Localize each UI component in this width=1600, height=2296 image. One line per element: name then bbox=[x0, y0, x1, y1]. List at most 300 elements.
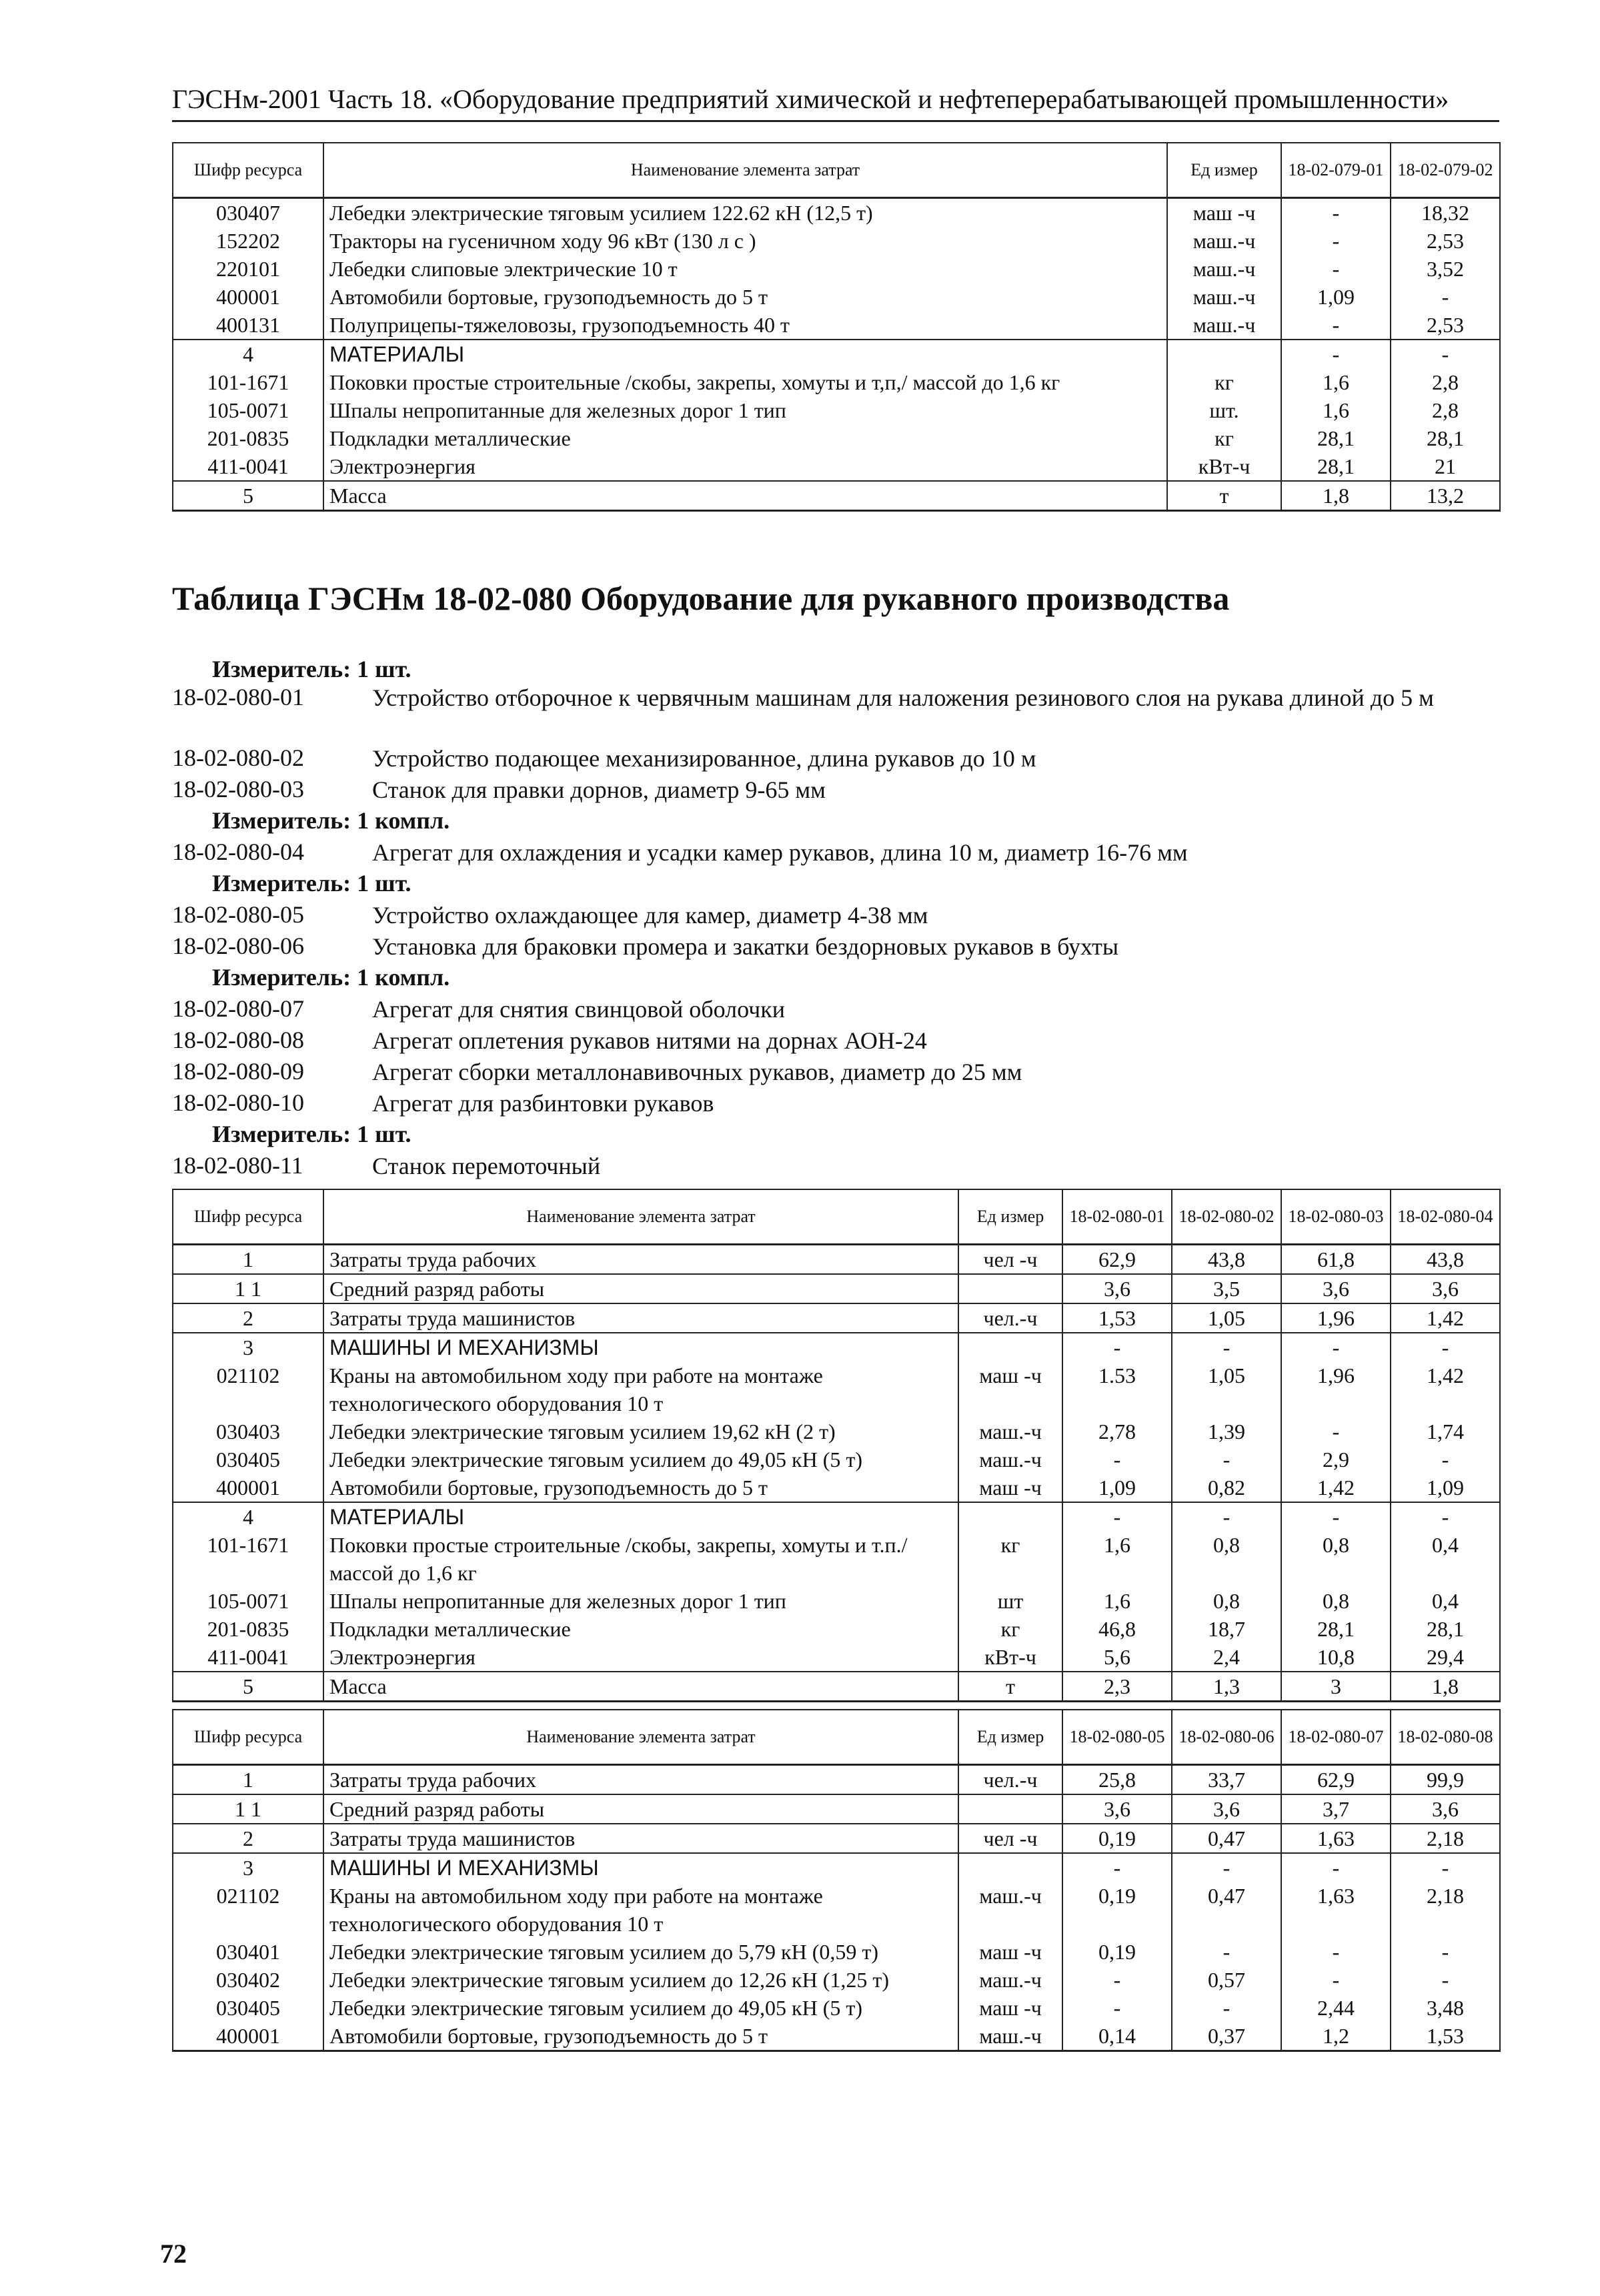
table-row bbox=[173, 311, 1500, 340]
unit-cell: маш -ч bbox=[1167, 198, 1281, 227]
resource-name-cell: Затраты труда рабочих bbox=[323, 1245, 958, 1275]
value-cell: - bbox=[1172, 1853, 1281, 1882]
norm-code: 18-02-080-08 bbox=[172, 1027, 304, 1053]
value-cell: 2,8 bbox=[1391, 396, 1500, 424]
value-cell: 5,6 bbox=[1062, 1643, 1172, 1672]
norm-item bbox=[172, 1151, 601, 1179]
value-cell: 1,09 bbox=[1391, 1474, 1500, 1502]
value-cell: 0,19 bbox=[1062, 1882, 1172, 1938]
value-cell: 1,63 bbox=[1281, 1824, 1391, 1853]
value-cell: 1,09 bbox=[1062, 1474, 1172, 1502]
table-row bbox=[173, 396, 1500, 424]
norm-text: Устройство отборочное к червячным машинам для наложения резинового слоя на рукава длиной до 5 м bbox=[372, 684, 1434, 711]
unit-cell: чел.-ч bbox=[958, 1303, 1062, 1333]
resource-name-cell: Автомобили бортовые, грузоподъемность до 5 т bbox=[323, 1474, 958, 1502]
table-row bbox=[173, 452, 1500, 481]
value-cell: - bbox=[1281, 1853, 1391, 1882]
column-header: 18-02-080-02 bbox=[1172, 1189, 1281, 1245]
value-cell: 29,4 bbox=[1391, 1643, 1500, 1672]
value-cell: 18,32 bbox=[1391, 198, 1500, 227]
value-cell: 2,3 bbox=[1062, 1672, 1172, 1702]
column-header: Наименование элемента затрат bbox=[323, 1189, 958, 1245]
unit-cell bbox=[958, 1502, 1062, 1531]
norm-code: 18-02-080-09 bbox=[172, 1058, 304, 1085]
resource-code-cell: 2 bbox=[173, 1303, 323, 1333]
resource-name-cell: Шпалы непропитанные для железных дорог 1 тип bbox=[323, 396, 1167, 424]
table-row bbox=[173, 368, 1500, 396]
unit-cell: шт. bbox=[1167, 396, 1281, 424]
unit-cell: чел -ч bbox=[958, 1824, 1062, 1853]
value-cell: 1,42 bbox=[1391, 1361, 1500, 1417]
value-cell: 2,8 bbox=[1391, 368, 1500, 396]
resource-name-cell: Масса bbox=[323, 481, 1167, 511]
unit-cell: маш.-ч bbox=[1167, 311, 1281, 340]
value-cell: 3,5 bbox=[1172, 1274, 1281, 1303]
norm-item bbox=[172, 744, 1036, 772]
unit-cell: кг bbox=[958, 1615, 1062, 1643]
value-cell: 1,09 bbox=[1281, 283, 1391, 311]
value-cell: 28,1 bbox=[1391, 1615, 1500, 1643]
value-cell: - bbox=[1391, 1446, 1500, 1474]
value-cell: 1.53 bbox=[1062, 1361, 1172, 1417]
value-cell: 1,6 bbox=[1062, 1587, 1172, 1615]
value-cell: 0,82 bbox=[1172, 1474, 1281, 1502]
value-cell: 28,1 bbox=[1281, 452, 1391, 481]
resource-name-cell: Автомобили бортовые, грузоподъемность до 5 т bbox=[323, 2022, 958, 2051]
resource-code-cell: 1 bbox=[173, 1245, 323, 1275]
value-cell: 28,1 bbox=[1281, 1615, 1391, 1643]
value-cell: - bbox=[1281, 311, 1391, 340]
table-row bbox=[173, 1824, 1500, 1853]
resource-code-cell: 030405 bbox=[173, 1446, 323, 1474]
value-cell: 28,1 bbox=[1281, 424, 1391, 452]
resource-code-cell: 101-1671 bbox=[173, 368, 323, 396]
resource-code-cell: 030401 bbox=[173, 1938, 323, 1966]
table-row bbox=[173, 283, 1500, 311]
column-header: Ед измер bbox=[958, 1710, 1062, 1765]
value-cell: 13,2 bbox=[1391, 481, 1500, 511]
value-cell: 1,6 bbox=[1281, 368, 1391, 396]
measure-label: Измеритель: 1 компл. bbox=[212, 964, 450, 991]
resource-name-cell: Затраты труда машинистов bbox=[323, 1303, 958, 1333]
value-cell: - bbox=[1391, 1853, 1500, 1882]
norm-text: Устройство охлаждающее для камер, диаметр 4-38 мм bbox=[372, 902, 928, 929]
resource-name-cell: Электроэнергия bbox=[323, 1643, 958, 1672]
resource-code-cell: 030403 bbox=[173, 1417, 323, 1446]
resource-code-cell: 5 bbox=[173, 481, 323, 511]
norm-code: 18-02-080-07 bbox=[172, 995, 304, 1022]
value-cell: 1,8 bbox=[1281, 481, 1391, 511]
resource-code-cell: 400001 bbox=[173, 283, 323, 311]
value-cell: 43,8 bbox=[1172, 1245, 1281, 1275]
value-cell: - bbox=[1062, 1966, 1172, 1994]
value-cell: - bbox=[1281, 1966, 1391, 1994]
value-cell: 0,4 bbox=[1391, 1531, 1500, 1587]
value-cell: 1,53 bbox=[1391, 2022, 1500, 2051]
measure-label: Измеритель: 1 шт. bbox=[212, 656, 412, 682]
value-cell: - bbox=[1391, 283, 1500, 311]
value-cell: 1,53 bbox=[1062, 1303, 1172, 1333]
value-cell: 1,96 bbox=[1281, 1361, 1391, 1417]
value-cell: 3,52 bbox=[1391, 255, 1500, 283]
unit-cell: маш.-ч bbox=[1167, 227, 1281, 255]
norm-text: Агрегат сборки металлонавивочных рукавов, диаметр до 25 мм bbox=[372, 1059, 1022, 1085]
value-cell: 3,6 bbox=[1062, 1794, 1172, 1824]
table-row bbox=[173, 1672, 1500, 1702]
unit-cell: маш -ч bbox=[958, 1361, 1062, 1417]
table-row bbox=[173, 1361, 1500, 1417]
resource-code-cell: 1 1 bbox=[173, 1274, 323, 1303]
value-cell: - bbox=[1172, 1994, 1281, 2022]
table-row bbox=[173, 198, 1500, 227]
table-row bbox=[173, 1882, 1500, 1938]
column-header: Наименование элемента затрат bbox=[323, 1710, 958, 1765]
column-header: Ед измер bbox=[958, 1189, 1062, 1245]
resource-code-cell: 411-0041 bbox=[173, 1643, 323, 1672]
value-cell: 1,42 bbox=[1281, 1474, 1391, 1502]
resource-table-080-05-08 bbox=[172, 1709, 1501, 2052]
value-cell: 33,7 bbox=[1172, 1765, 1281, 1795]
table-row bbox=[173, 2022, 1500, 2051]
table-row bbox=[173, 1474, 1500, 1502]
value-cell: 0,8 bbox=[1172, 1587, 1281, 1615]
value-cell: 2,78 bbox=[1062, 1417, 1172, 1446]
table-row bbox=[173, 1587, 1500, 1615]
resource-code-cell: 105-0071 bbox=[173, 1587, 323, 1615]
table-row bbox=[173, 1531, 1500, 1587]
running-header: ГЭСНм-2001 Часть 18. «Оборудование предприятий химической и нефтеперерабатывающей промышленности» bbox=[172, 84, 1449, 114]
norm-code: 18-02-080-06 bbox=[172, 933, 304, 959]
unit-cell: кг bbox=[1167, 368, 1281, 396]
resource-name-cell: Лебедки электрические тяговым усилием 19,62 кН (2 т) bbox=[323, 1417, 958, 1446]
value-cell: 2,9 bbox=[1281, 1446, 1391, 1474]
norm-item bbox=[172, 901, 928, 929]
resource-table-079 bbox=[172, 142, 1501, 512]
value-cell: 1,63 bbox=[1281, 1882, 1391, 1938]
column-header: Шифр ресурса bbox=[173, 1189, 323, 1245]
value-cell: 3,6 bbox=[1391, 1274, 1500, 1303]
measure-label: Измеритель: 1 шт. bbox=[212, 870, 412, 897]
value-cell: 3 bbox=[1281, 1672, 1391, 1702]
value-cell: - bbox=[1172, 1502, 1281, 1531]
table-row bbox=[173, 1938, 1500, 1966]
unit-cell: маш.-ч bbox=[1167, 255, 1281, 283]
resource-code-cell: 1 1 bbox=[173, 1794, 323, 1824]
value-cell: 3,48 bbox=[1391, 1994, 1500, 2022]
resource-name-cell: Масса bbox=[323, 1672, 958, 1702]
value-cell: 3,6 bbox=[1172, 1794, 1281, 1824]
value-cell: - bbox=[1172, 1938, 1281, 1966]
measure-label: Измеритель: 1 компл. bbox=[212, 807, 450, 834]
unit-cell: маш.-ч bbox=[1167, 283, 1281, 311]
resource-code-cell: 220101 bbox=[173, 255, 323, 283]
value-cell: 0,19 bbox=[1062, 1938, 1172, 1966]
norm-code: 18-02-080-01 bbox=[172, 684, 304, 710]
resource-code-cell: 411-0041 bbox=[173, 452, 323, 481]
table-row bbox=[173, 1853, 1500, 1882]
value-cell: 1,05 bbox=[1172, 1361, 1281, 1417]
norm-item bbox=[172, 1057, 1022, 1085]
norm-code: 18-02-080-10 bbox=[172, 1089, 304, 1116]
value-cell: - bbox=[1281, 1417, 1391, 1446]
value-cell: 1,05 bbox=[1172, 1303, 1281, 1333]
norm-text: Станок перемоточный bbox=[372, 1153, 601, 1179]
resource-name-cell: Поковки простые строительные /скобы, закрепы, хомуты и т.п./ массой до 1,6 кг bbox=[323, 1531, 958, 1587]
section-heading-cell: МАШИНЫ И МЕХАНИЗМЫ bbox=[323, 1333, 958, 1361]
unit-cell bbox=[958, 1794, 1062, 1824]
header-rule bbox=[172, 120, 1499, 122]
value-cell: 0,8 bbox=[1172, 1531, 1281, 1587]
value-cell: 1,96 bbox=[1281, 1303, 1391, 1333]
resource-name-cell: Краны на автомобильном ходу при работе на монтаже технологического оборудования 10 т bbox=[323, 1361, 958, 1417]
resource-name-cell: Поковки простые строительные /скобы, закрепы, хомуты и т,п,/ массой до 1,6 кг bbox=[323, 368, 1167, 396]
unit-cell: маш.-ч bbox=[958, 2022, 1062, 2051]
value-cell: - bbox=[1391, 1333, 1500, 1361]
value-cell: - bbox=[1062, 1994, 1172, 2022]
norm-text: Установка для браковки промера и закатки бездорновых рукавов в бухты bbox=[372, 933, 1119, 960]
value-cell: 28,1 bbox=[1391, 424, 1500, 452]
resource-code-cell: 400001 bbox=[173, 2022, 323, 2051]
value-cell: - bbox=[1062, 1446, 1172, 1474]
resource-name-cell: Средний разряд работы bbox=[323, 1794, 958, 1824]
resource-code-cell: 030407 bbox=[173, 198, 323, 227]
unit-cell: маш.-ч bbox=[958, 1882, 1062, 1938]
resource-code-cell: 2 bbox=[173, 1824, 323, 1853]
value-cell: 1,8 bbox=[1391, 1672, 1500, 1702]
column-header: Шифр ресурса bbox=[173, 1710, 323, 1765]
value-cell: - bbox=[1391, 1938, 1500, 1966]
value-cell: 10,8 bbox=[1281, 1643, 1391, 1672]
value-cell: - bbox=[1062, 1502, 1172, 1531]
resource-name-cell: Затраты труда машинистов bbox=[323, 1824, 958, 1853]
value-cell: - bbox=[1281, 1333, 1391, 1361]
norm-text: Агрегат для снятия свинцовой оболочки bbox=[372, 996, 786, 1023]
column-header: 18-02-080-08 bbox=[1391, 1710, 1500, 1765]
value-cell: 18,7 bbox=[1172, 1615, 1281, 1643]
value-cell: 1,2 bbox=[1281, 2022, 1391, 2051]
column-header: 18-02-079-01 bbox=[1281, 143, 1391, 198]
resource-name-cell: Лебедки электрические тяговым усилием до 12,26 кН (1,25 т) bbox=[323, 1966, 958, 1994]
unit-cell: т bbox=[1167, 481, 1281, 511]
value-cell: 43,8 bbox=[1391, 1245, 1500, 1275]
table-row bbox=[173, 1303, 1500, 1333]
value-cell: 25,8 bbox=[1062, 1765, 1172, 1795]
resource-name-cell: Тракторы на гусеничном ходу 96 кВт (130 л с ) bbox=[323, 227, 1167, 255]
section-heading-cell: МАТЕРИАЛЫ bbox=[323, 340, 1167, 368]
table-row bbox=[173, 1446, 1500, 1474]
column-header: 18-02-079-02 bbox=[1391, 143, 1500, 198]
section-heading-cell: МАШИНЫ И МЕХАНИЗМЫ bbox=[323, 1853, 958, 1882]
page-number: 72 bbox=[160, 2239, 187, 2269]
norm-item bbox=[172, 995, 786, 1023]
resource-code-cell: 030405 bbox=[173, 1994, 323, 2022]
table-row bbox=[173, 1794, 1500, 1824]
resource-name-cell: Электроэнергия bbox=[323, 452, 1167, 481]
resource-name-cell: Автомобили бортовые, грузоподъемность до 5 т bbox=[323, 283, 1167, 311]
unit-cell: маш -ч bbox=[958, 1474, 1062, 1502]
value-cell: 2,18 bbox=[1391, 1824, 1500, 1853]
value-cell: 3,6 bbox=[1062, 1274, 1172, 1303]
resource-name-cell: Подкладки металлические bbox=[323, 424, 1167, 452]
column-header: 18-02-080-03 bbox=[1281, 1189, 1391, 1245]
unit-cell: чел.-ч bbox=[958, 1765, 1062, 1795]
column-header: 18-02-080-05 bbox=[1062, 1710, 1172, 1765]
resource-table-080-01-04 bbox=[172, 1189, 1501, 1702]
norm-code: 18-02-080-03 bbox=[172, 776, 304, 802]
value-cell: 0,37 bbox=[1172, 2022, 1281, 2051]
table-row bbox=[173, 227, 1500, 255]
unit-cell bbox=[958, 1274, 1062, 1303]
unit-cell: шт bbox=[958, 1587, 1062, 1615]
resource-name-cell: Шпалы непропитанные для железных дорог 1 тип bbox=[323, 1587, 958, 1615]
value-cell: - bbox=[1172, 1446, 1281, 1474]
table-row bbox=[173, 1502, 1500, 1531]
norm-item bbox=[172, 683, 1434, 711]
resource-code-cell: 021102 bbox=[173, 1361, 323, 1417]
table-row bbox=[173, 481, 1500, 511]
value-cell: 99,9 bbox=[1391, 1765, 1500, 1795]
value-cell: 3,6 bbox=[1391, 1794, 1500, 1824]
norm-text: Агрегат оплетения рукавов нитями на дорнах АОН-24 bbox=[372, 1027, 927, 1054]
resource-name-cell: Лебедки электрические тяговым усилием до 49,05 кН (5 т) bbox=[323, 1446, 958, 1474]
table-row bbox=[173, 424, 1500, 452]
value-cell: - bbox=[1281, 340, 1391, 368]
value-cell: 2,53 bbox=[1391, 227, 1500, 255]
column-header: 18-02-080-04 bbox=[1391, 1189, 1500, 1245]
resource-code-cell: 030402 bbox=[173, 1966, 323, 1994]
table-row bbox=[173, 340, 1500, 368]
column-header: 18-02-080-06 bbox=[1172, 1710, 1281, 1765]
value-cell: - bbox=[1281, 227, 1391, 255]
unit-cell: чел -ч bbox=[958, 1245, 1062, 1275]
unit-cell: кг bbox=[1167, 424, 1281, 452]
column-header: Ед измер bbox=[1167, 143, 1281, 198]
value-cell: 3,7 bbox=[1281, 1794, 1391, 1824]
resource-code-cell: 021102 bbox=[173, 1882, 323, 1938]
value-cell: 0,19 bbox=[1062, 1824, 1172, 1853]
value-cell: 0,8 bbox=[1281, 1531, 1391, 1587]
value-cell: 1,6 bbox=[1281, 396, 1391, 424]
resource-name-cell: Средний разряд работы bbox=[323, 1274, 958, 1303]
column-header: 18-02-080-07 bbox=[1281, 1710, 1391, 1765]
unit-cell: т bbox=[958, 1672, 1062, 1702]
unit-cell: кг bbox=[958, 1531, 1062, 1587]
value-cell: 0,47 bbox=[1172, 1882, 1281, 1938]
value-cell: 1,3 bbox=[1172, 1672, 1281, 1702]
norm-text: Устройство подающее механизированное, длина рукавов до 10 м bbox=[372, 745, 1036, 772]
column-header: Шифр ресурса bbox=[173, 143, 323, 198]
value-cell: 1,42 bbox=[1391, 1303, 1500, 1333]
section-heading-cell: МАТЕРИАЛЫ bbox=[323, 1502, 958, 1531]
norm-text: Агрегат для охлаждения и усадки камер рукавов, длина 10 м, диаметр 16-76 мм bbox=[372, 839, 1188, 866]
norm-code: 18-02-080-02 bbox=[172, 744, 304, 771]
value-cell: 46,8 bbox=[1062, 1615, 1172, 1643]
resource-name-cell: Полуприцепы-тяжеловозы, грузоподъемность 40 т bbox=[323, 311, 1167, 340]
value-cell: - bbox=[1391, 340, 1500, 368]
norm-item bbox=[172, 838, 1188, 866]
value-cell: - bbox=[1391, 1966, 1500, 1994]
value-cell: 62,9 bbox=[1281, 1765, 1391, 1795]
value-cell: - bbox=[1062, 1333, 1172, 1361]
resource-code-cell: 1 bbox=[173, 1765, 323, 1795]
table-row bbox=[173, 1417, 1500, 1446]
value-cell: 0,57 bbox=[1172, 1966, 1281, 1994]
value-cell: 0,8 bbox=[1281, 1587, 1391, 1615]
resource-code-cell: 101-1671 bbox=[173, 1531, 323, 1587]
unit-cell bbox=[1167, 340, 1281, 368]
unit-cell: маш -ч bbox=[958, 1938, 1062, 1966]
table-row bbox=[173, 1245, 1500, 1275]
unit-cell: маш.-ч bbox=[958, 1417, 1062, 1446]
value-cell: 0,14 bbox=[1062, 2022, 1172, 2051]
unit-cell: маш.-ч bbox=[958, 1446, 1062, 1474]
measure-label: Измеритель: 1 шт. bbox=[212, 1121, 412, 1147]
value-cell: 1,39 bbox=[1172, 1417, 1281, 1446]
resource-name-cell: Лебедки электрические тяговым усилием до 5,79 кН (0,59 т) bbox=[323, 1938, 958, 1966]
column-header: 18-02-080-01 bbox=[1062, 1189, 1172, 1245]
value-cell: 2,53 bbox=[1391, 311, 1500, 340]
table-row bbox=[173, 1274, 1500, 1303]
table-row bbox=[173, 1994, 1500, 2022]
value-cell: 62,9 bbox=[1062, 1245, 1172, 1275]
value-cell: 21 bbox=[1391, 452, 1500, 481]
value-cell: - bbox=[1281, 1502, 1391, 1531]
resource-name-cell: Краны на автомобильном ходу при работе на монтаже технологического оборудования 10 т bbox=[323, 1882, 958, 1938]
unit-cell bbox=[958, 1333, 1062, 1361]
norm-text: Агрегат для разбинтовки рукавов bbox=[372, 1090, 714, 1117]
resource-code-cell: 3 bbox=[173, 1853, 323, 1882]
value-cell: 0,4 bbox=[1391, 1587, 1500, 1615]
resource-code-cell: 400001 bbox=[173, 1474, 323, 1502]
norm-item bbox=[172, 932, 1119, 960]
resource-code-cell: 201-0835 bbox=[173, 1615, 323, 1643]
table-row bbox=[173, 1333, 1500, 1361]
value-cell: 2,18 bbox=[1391, 1882, 1500, 1938]
resource-code-cell: 5 bbox=[173, 1672, 323, 1702]
norm-code: 18-02-080-04 bbox=[172, 838, 304, 865]
table-row bbox=[173, 1765, 1500, 1795]
value-cell: - bbox=[1391, 1502, 1500, 1531]
resource-code-cell: 105-0071 bbox=[173, 396, 323, 424]
resource-code-cell: 4 bbox=[173, 340, 323, 368]
resource-code-cell: 201-0835 bbox=[173, 424, 323, 452]
resource-name-cell: Лебедки электрические тяговым усилием до 49,05 кН (5 т) bbox=[323, 1994, 958, 2022]
resource-name-cell: Подкладки металлические bbox=[323, 1615, 958, 1643]
resource-name-cell: Лебедки слиповые электрические 10 т bbox=[323, 255, 1167, 283]
norm-text: Станок для правки дорнов, диаметр 9-65 мм bbox=[372, 776, 826, 803]
value-cell: 1,74 bbox=[1391, 1417, 1500, 1446]
resource-code-cell: 152202 bbox=[173, 227, 323, 255]
norm-code: 18-02-080-11 bbox=[172, 1152, 303, 1179]
value-cell: 3,6 bbox=[1281, 1274, 1391, 1303]
table-row bbox=[173, 1643, 1500, 1672]
table-row bbox=[173, 1966, 1500, 1994]
norm-item bbox=[172, 775, 826, 803]
table-title: Таблица ГЭСНм 18-02-080 Оборудование для рукавного производства bbox=[172, 580, 1230, 617]
norm-code: 18-02-080-05 bbox=[172, 901, 304, 928]
table-row bbox=[173, 255, 1500, 283]
unit-cell bbox=[958, 1853, 1062, 1882]
norm-item bbox=[172, 1026, 927, 1054]
resource-code-cell: 400131 bbox=[173, 311, 323, 340]
norm-item bbox=[172, 1089, 714, 1117]
value-cell: 1,6 bbox=[1062, 1531, 1172, 1587]
resource-name-cell: Лебедки электрические тяговым усилием 122.62 кН (12,5 т) bbox=[323, 198, 1167, 227]
value-cell: 61,8 bbox=[1281, 1245, 1391, 1275]
value-cell: 0,47 bbox=[1172, 1824, 1281, 1853]
value-cell: - bbox=[1281, 1938, 1391, 1966]
value-cell: - bbox=[1172, 1333, 1281, 1361]
